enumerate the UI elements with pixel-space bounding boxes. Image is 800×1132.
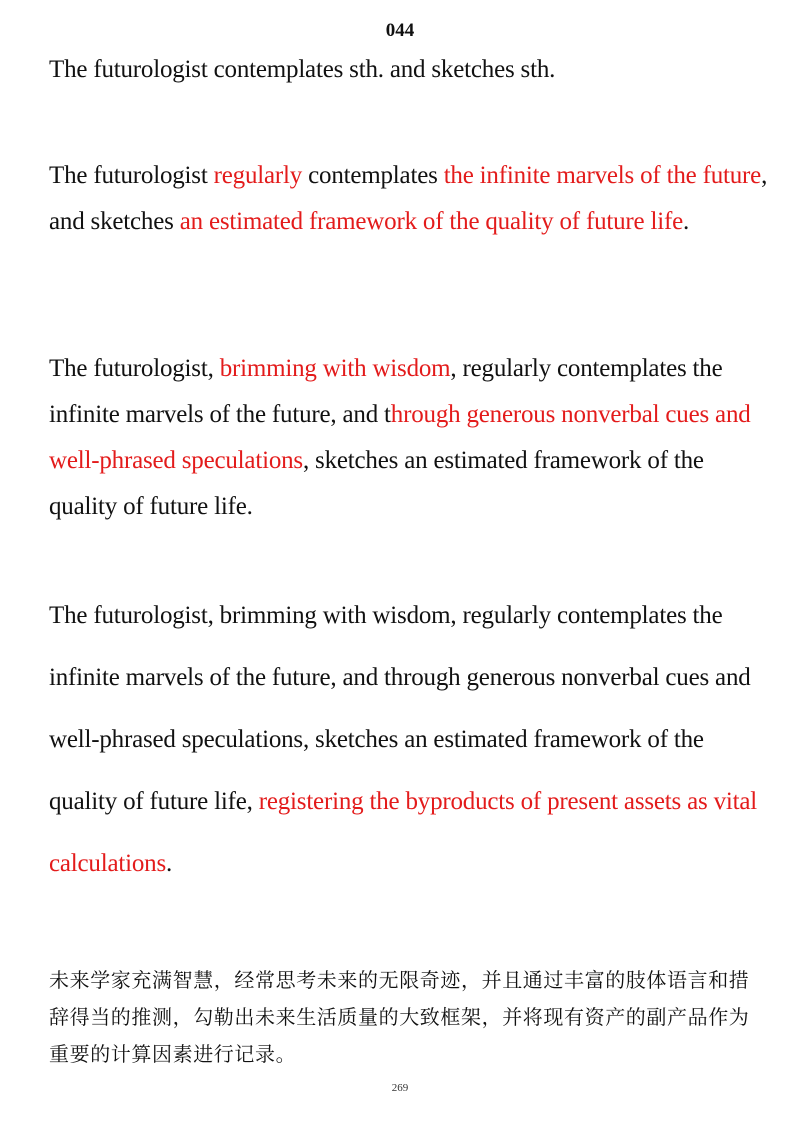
text-plain: , sketches an estimated framework of the quality of future life.: [49, 447, 704, 520]
text-plain: The futurologist: [49, 162, 214, 189]
text-highlight: hrough generous nonverbal cues and well-phrased speculations: [49, 401, 751, 474]
chinese-translation: 未来学家充满智慧，经常思考未来的无限奇迹，并且通过丰富的肢体语言和措辞得当的推测，勾勒出未来生活质量的大致框架，并将现有资产的副产品作为重要的计算因素进行记录。: [49, 968, 750, 1066]
text-plain: , and sketches: [49, 162, 768, 235]
sentence-expanded-2: [49, 346, 769, 530]
text-highlight: an estimated framework of the quality of future life: [179, 208, 683, 235]
page-number-bottom: 269: [391, 1082, 409, 1094]
sentence-basic-text: The futurologist contemplates sth. and sketches sth.: [49, 56, 556, 83]
text-highlight: the infinite marvels of the future: [443, 162, 762, 189]
text-plain: The futurologist, brimming with wisdom, regularly contemplates the infinite marvels of the future, and through generous nonverbal cues and well-phrased speculations, sketches an estimated framework of the quality of future life,: [49, 602, 751, 815]
text-plain: .: [683, 208, 690, 235]
text-plain: .: [166, 850, 173, 877]
text-plain: contemplates: [302, 162, 444, 189]
text-plain: The futurologist,: [49, 355, 220, 382]
sentence-expanded-1: [49, 153, 769, 245]
text-highlight: brimming with wisdom: [219, 355, 451, 382]
page-number-top: 044: [385, 20, 415, 41]
sentence-expanded-3: [49, 585, 769, 895]
text-highlight: regularly: [213, 162, 303, 189]
text-plain: , regularly contemplates the infinite marvels of the future, and t: [49, 355, 723, 428]
text-highlight: registering the byproducts of present assets as vital calculations: [49, 788, 758, 877]
sentence-basic: [49, 53, 769, 87]
